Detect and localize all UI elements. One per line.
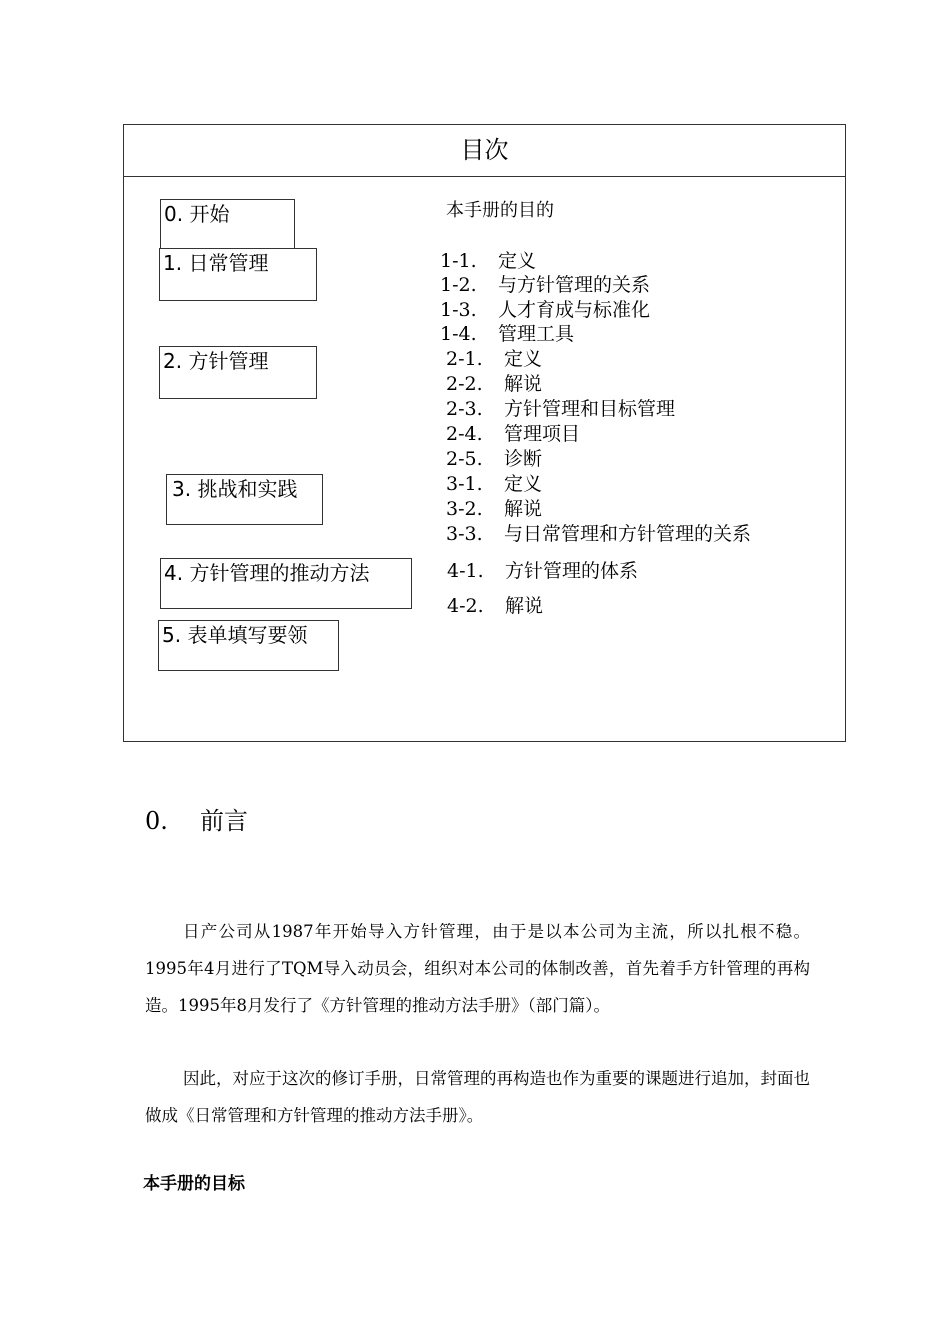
section-subheading: 本手册的目标 bbox=[143, 1174, 245, 1194]
toc-subsection[interactable]: 3-2. 解说 bbox=[446, 498, 543, 520]
toc-section-1[interactable]: 1. 日常管理 bbox=[159, 248, 317, 301]
toc-section-4[interactable]: 4. 方针管理的推动方法 bbox=[160, 558, 412, 609]
toc-subsection[interactable]: 1-1. 定义 bbox=[440, 250, 537, 272]
preface-paragraph: 因此，对应于这次的修订手册，日常管理的再构造也作为重要的课题进行追加，封面也做成《日常管理和方针管理的推动方法手册》。 bbox=[145, 1069, 810, 1125]
toc-section-5[interactable]: 5. 表单填写要领 bbox=[158, 620, 339, 671]
toc-subsection[interactable]: 1-3. 人才育成与标准化 bbox=[440, 299, 651, 321]
toc-purpose[interactable]: 本手册的目的 bbox=[446, 200, 554, 221]
preface-paragraph: 日产公司从1987年开始导入方针管理，由于是以本公司为主流，所以扎根不稳。1995年4月进行了TQM导入动员会，组织对本公司的体制改善，首先着手方针管理的再构造。1995年8月发行了《方针管理的推动方法手册》（部门篇）。 bbox=[145, 922, 810, 1015]
toc-subsection[interactable]: 2-5. 诊断 bbox=[446, 448, 543, 470]
toc-subsection[interactable]: 4-1. 方针管理的体系 bbox=[447, 560, 639, 582]
toc-subsection[interactable]: 1-2. 与方针管理的关系 bbox=[440, 274, 651, 296]
toc-subsection[interactable]: 3-1. 定义 bbox=[446, 473, 543, 495]
toc-section-0[interactable]: 0. 开始 bbox=[160, 199, 295, 249]
toc-title: 目次 bbox=[124, 125, 845, 177]
toc-subsection[interactable]: 2-4. 管理项目 bbox=[446, 423, 581, 445]
toc-subsection[interactable]: 1-4. 管理工具 bbox=[440, 323, 575, 345]
toc-subsection[interactable]: 2-3. 方针管理和目标管理 bbox=[446, 398, 676, 420]
toc-section-3[interactable]: 3. 挑战和实践 bbox=[166, 474, 323, 525]
toc-subsection[interactable]: 3-3. 与日常管理和方针管理的关系 bbox=[446, 523, 752, 545]
toc-subsection[interactable]: 2-1. 定义 bbox=[446, 348, 543, 370]
toc-subsection[interactable]: 2-2. 解说 bbox=[446, 373, 543, 395]
toc-subsection[interactable]: 4-2. 解说 bbox=[447, 595, 544, 617]
preface-heading: 0. 前言 bbox=[145, 807, 248, 835]
toc-section-2[interactable]: 2. 方针管理 bbox=[159, 346, 317, 399]
